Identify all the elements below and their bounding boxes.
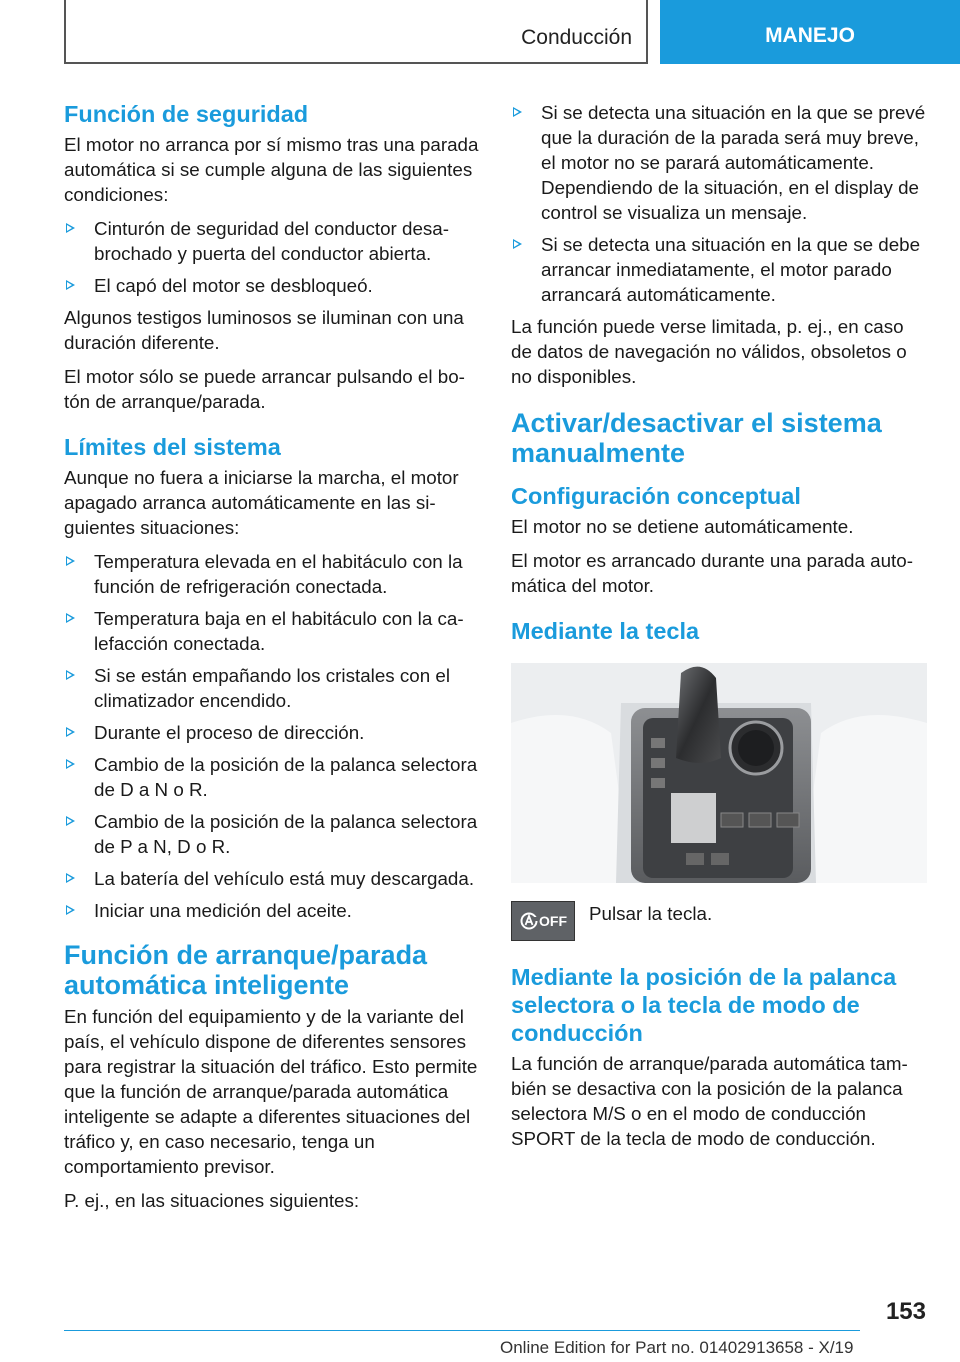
list-item-text: Iniciar una medición del aceite. xyxy=(94,900,352,921)
list-item xyxy=(511,232,927,307)
triangle-bullet-icon xyxy=(66,727,75,737)
heading-activar-desactivar: Activar/desactivar el sistema manualmente xyxy=(511,408,882,468)
paragraph: El motor no se detiene automáticamente. xyxy=(511,516,854,537)
list-item-text: Durante el proceso de dirección. xyxy=(94,722,365,743)
list-item xyxy=(511,100,927,225)
triangle-bullet-icon xyxy=(66,670,75,680)
paragraph: El motor es arrancado durante una parada automática del motor. xyxy=(511,550,913,596)
list-item xyxy=(64,752,479,802)
list-item xyxy=(64,549,479,599)
paragraph: En función del equipamiento y de la variante del país, el vehículo dispone de diferentes sensores para registrar la situación del tráfico. Esto permite que la función de arranque/parada automática inteligente se adapte a diferentes situaciones del tráfico y, en caso necesario, tenga un comportamiento previsor. xyxy=(64,1006,478,1177)
bullet-list xyxy=(511,100,927,307)
off-label: OFF xyxy=(539,913,567,929)
triangle-bullet-icon xyxy=(66,873,75,883)
footer-divider xyxy=(64,1330,860,1331)
button-caption: Pulsar la tecla. xyxy=(589,903,713,924)
list-item-text: Si se detecta una situación en la que se debe arrancar inmediatamente, el motor parado arrancará automáticamente. xyxy=(541,234,921,305)
triangle-bullet-icon xyxy=(513,107,522,117)
list-item xyxy=(64,720,479,745)
triangle-bullet-icon xyxy=(66,280,75,290)
left-column xyxy=(64,100,479,1222)
list-item xyxy=(64,606,479,656)
page-number: 153 xyxy=(885,1298,926,1325)
heading-configuracion-conceptual: Configuración conceptual xyxy=(511,483,801,509)
triangle-bullet-icon xyxy=(66,223,75,233)
paragraph: P. ej., en las situaciones siguientes: xyxy=(64,1190,360,1211)
paragraph: La función de arranque/parada automática también se desactiva con la posición de la palanca selectora M/S o en el modo de conducción SPORT de la tecla de modo de conducción. xyxy=(511,1053,908,1149)
triangle-bullet-icon xyxy=(66,905,75,915)
list-item-text: Temperatura baja en el habitáculo con la calefacción conectada. xyxy=(94,608,464,654)
section-title: Conducción xyxy=(521,26,632,49)
list-item-text: Cinturón de seguridad del conductor desabrochado y puerta del conductor abierta. xyxy=(94,218,449,264)
paragraph: Aunque no fuera a iniciarse la marcha, el motor apagado arranca automáticamente en las siguientes situaciones: xyxy=(64,467,459,538)
page-header xyxy=(0,0,960,66)
heading-limites-sistema: Límites del sistema xyxy=(64,434,281,460)
heading-mediante-palanca: Mediante la posición de la palanca selectora o la tecla de modo de conducción xyxy=(511,964,897,1046)
bullet-list xyxy=(64,216,479,298)
footer-edition: Online Edition for Part no. 01402913658 - X/19 xyxy=(500,1338,854,1357)
list-item-text: Temperatura elevada en el habitáculo con la función de refrigeración conectada. xyxy=(94,551,463,597)
list-item-text: La batería del vehículo está muy descargada. xyxy=(94,868,475,889)
heading-funcion-seguridad: Función de seguridad xyxy=(64,101,309,127)
list-item-text: Cambio de la posición de la palanca selectora de D a N o R. xyxy=(94,754,478,800)
triangle-bullet-icon xyxy=(66,556,75,566)
list-item xyxy=(64,663,479,713)
list-item-text: El capó del motor se desbloqueó. xyxy=(94,275,373,296)
paragraph: La función puede verse limitada, p. ej., en caso de datos de navegación no válidos, obsoletos o no disponibles. xyxy=(511,316,907,387)
triangle-bullet-icon xyxy=(66,816,75,826)
triangle-bullet-icon xyxy=(66,613,75,623)
list-item-text: Cambio de la posición de la palanca selectora de P a N, D o R. xyxy=(94,811,478,857)
paragraph: El motor no arranca por sí mismo tras una parada automática si se cumple alguna de las siguientes condiciones: xyxy=(64,134,479,205)
list-item xyxy=(64,809,479,859)
section-tab xyxy=(64,0,648,64)
triangle-bullet-icon xyxy=(513,239,522,249)
center-console-photo xyxy=(511,663,927,883)
auto-start-stop-off-icon xyxy=(511,901,575,941)
triangle-bullet-icon xyxy=(66,759,75,769)
list-item xyxy=(64,273,479,298)
paragraph: El motor sólo se puede arrancar pulsando el botón de arranque/parada. xyxy=(64,366,465,412)
heading-mediante-tecla: Mediante la tecla xyxy=(511,618,700,644)
right-column xyxy=(511,100,927,1160)
list-item-text: Si se detecta una situación en la que se prevé que la duración de la parada será muy breve, el motor no se parará automáticamente. Dependiendo de la situación, en el display de control se visualiza un mensaje. xyxy=(541,102,926,223)
list-item-text: Si se están empañando los cristales con el climatizador encendido. xyxy=(94,665,451,711)
chapter-tab: MANEJO xyxy=(660,0,960,64)
list-item xyxy=(64,898,479,923)
list-item xyxy=(64,216,479,266)
bullet-list xyxy=(64,549,479,923)
paragraph: Algunos testigos luminosos se iluminan con una duración diferente. xyxy=(64,307,464,353)
heading-arranque-parada-inteligente: Función de arranque/parada automática inteligente xyxy=(64,940,428,1000)
off-button-row xyxy=(511,901,927,941)
list-item xyxy=(64,866,479,891)
